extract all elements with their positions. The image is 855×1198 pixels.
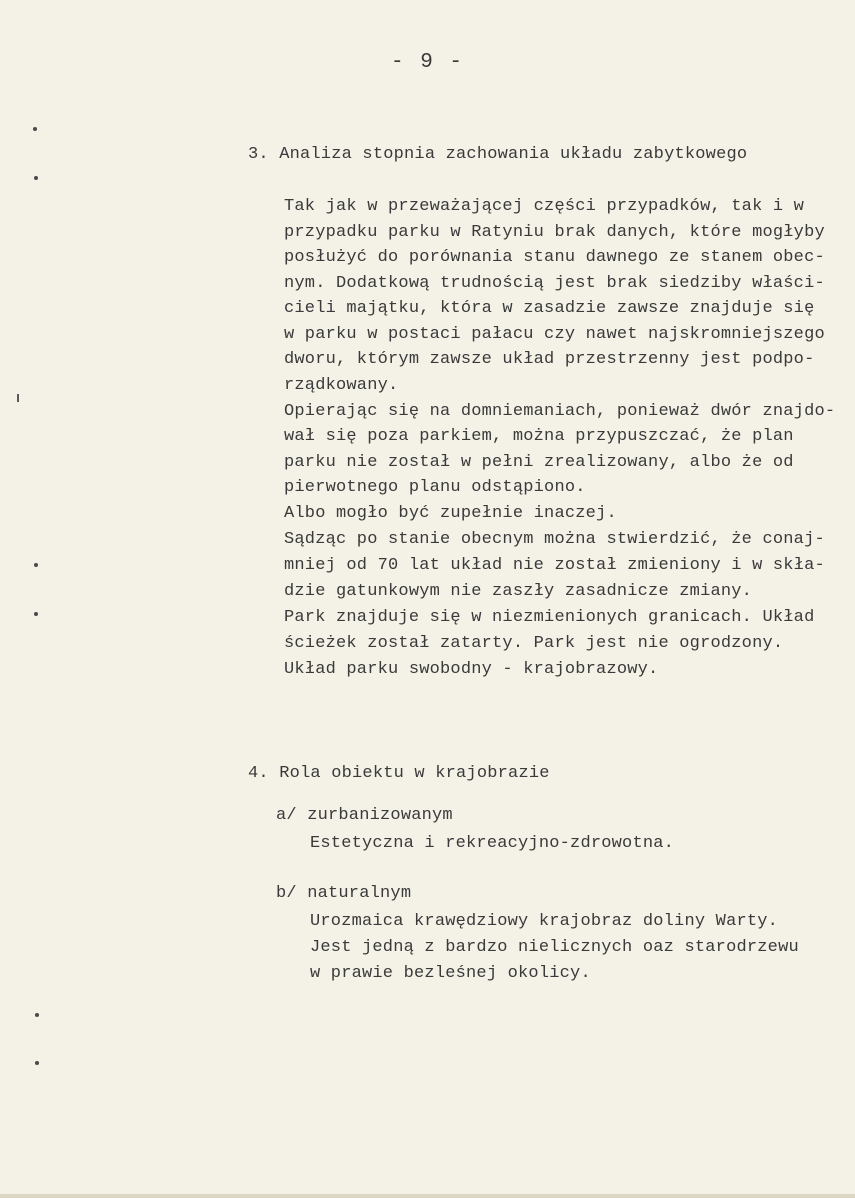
section-3-heading: 3. Analiza stopnia zachowania układu zabytkowego: [248, 145, 748, 164]
margin-mark: [17, 394, 19, 402]
section-3-line: przypadku parku w Ratyniu brak danych, które mogłyby: [284, 223, 825, 242]
section-3-line: Tak jak w przeważającej części przypadków, tak i w: [284, 197, 805, 216]
section-3-line: dzie gatunkowym nie zaszły zasadnicze zmiany.: [284, 582, 753, 601]
margin-mark: [34, 612, 38, 616]
section-4-b-label: b/ naturalnym: [276, 884, 412, 903]
section-3-line: ścieżek został zatarty. Park jest nie ogrodzony.: [284, 634, 784, 653]
section-3-line: dworu, którym zawsze układ przestrzenny jest podpo-: [284, 350, 815, 369]
section-3-line: wał się poza parkiem, można przypuszczać, że plan: [284, 427, 794, 446]
section-4-heading: 4. Rola obiektu w krajobrazie: [248, 764, 550, 783]
section-3-line: posłużyć do porównania stanu dawnego ze stanem obec-: [284, 248, 825, 267]
margin-mark: [34, 176, 38, 180]
page-bottom-edge: [0, 1194, 855, 1198]
section-4-b-line: w prawie bezleśnej okolicy.: [310, 964, 591, 983]
section-3-line: Opierając się na domniemaniach, ponieważ dwór znajdo-: [284, 402, 836, 421]
section-3-line: w parku w postaci pałacu czy nawet najskromniejszego: [284, 325, 825, 344]
margin-mark: [33, 127, 37, 131]
section-4-b-line: Jest jedną z bardzo nielicznych oaz starodrzewu: [310, 938, 799, 957]
section-3-line: Albo mogło być zupełnie inaczej.: [284, 504, 617, 523]
section-3-line: pierwotnego planu odstąpiono.: [284, 478, 586, 497]
margin-mark: [35, 1061, 39, 1065]
section-3-line: parku nie został w pełni zrealizowany, albo że od: [284, 453, 794, 472]
section-4-a-text: Estetyczna i rekreacyjno-zdrowotna.: [310, 834, 675, 853]
section-3-line: nym. Dodatkową trudnością jest brak siedziby właści-: [284, 274, 825, 293]
section-3-line: mniej od 70 lat układ nie został zmieniony i w skła-: [284, 556, 825, 575]
margin-mark: [35, 1013, 39, 1017]
section-3-line: rządkowany.: [284, 376, 399, 395]
section-3-line: Układ parku swobodny - krajobrazowy.: [284, 660, 659, 679]
section-3-line: Park znajduje się w niezmienionych granicach. Układ: [284, 608, 815, 627]
page-number: - 9 -: [390, 51, 464, 74]
section-3-line: cieli majątku, która w zasadzie zawsze znajduje się: [284, 299, 815, 318]
section-4-b-line: Urozmaica krawędziowy krajobraz doliny Warty.: [310, 912, 779, 931]
margin-mark: [34, 563, 38, 567]
section-3-line: Sądząc po stanie obecnym można stwierdzić, że conaj-: [284, 530, 825, 549]
section-4-a-label: a/ zurbanizowanym: [276, 806, 453, 825]
